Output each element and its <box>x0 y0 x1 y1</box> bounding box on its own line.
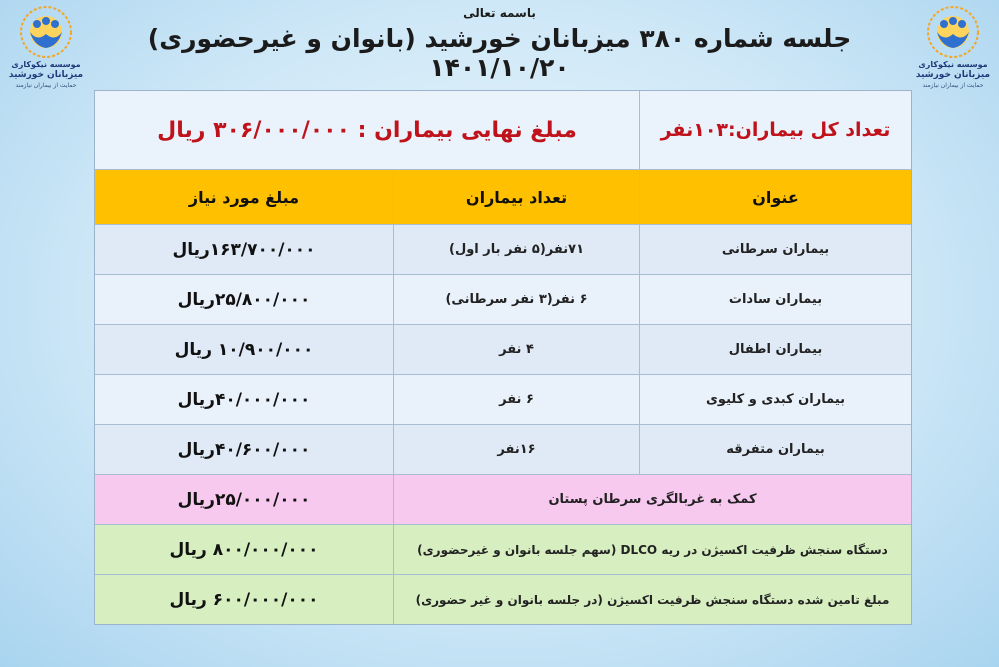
extra-label: مبلغ تامین شده دستگاه سنجش ظرفیت اکسیژن (در جلسه بانوان و غیر حضوری) <box>393 575 911 624</box>
sun-people-logo-icon <box>18 6 74 60</box>
logo-line1: موسسه نیکوکاری <box>918 60 988 69</box>
col-title: عنوان <box>639 170 911 224</box>
extra-label: دستگاه سنجش ظرفیت اکسیژن در ریه DLCO (سهم جلسه بانوان و غیرحضوری) <box>393 525 911 574</box>
row-amount: ۲۵/۸۰۰/۰۰۰ریال <box>177 289 311 310</box>
row-count: ۷۱نفر(۵ نفر بار اول) <box>393 225 639 274</box>
table-header <box>95 170 911 225</box>
page-header <box>120 4 879 82</box>
extra-label: کمک به غربالگری سرطان پستان <box>393 475 911 524</box>
extra-row-funded <box>95 575 911 624</box>
logo-line1: موسسه نیکوکاری <box>11 60 81 69</box>
final-amount: مبلغ نهایی بیماران : ۳۰۶/۰۰۰/۰۰۰ ریال <box>157 117 577 143</box>
row-amount: ۴۰/۰۰۰/۰۰۰ریال <box>177 389 311 410</box>
patient-count-cell <box>639 91 911 169</box>
table-row <box>95 225 911 275</box>
table-row <box>95 425 911 475</box>
logo-left <box>6 6 86 90</box>
row-count: ۶ نفر(۳ نفر سرطانی) <box>393 275 639 324</box>
col-patients: تعداد بیماران <box>393 170 639 224</box>
table-row <box>95 325 911 375</box>
logo-right <box>913 6 993 90</box>
final-amount-cell <box>95 91 639 169</box>
row-count: ۶ نفر <box>393 375 639 424</box>
basmala: باسمه تعالی <box>463 6 536 20</box>
row-name: بیماران اطفال <box>639 325 911 374</box>
extra-row-dlco <box>95 525 911 575</box>
table-row <box>95 275 911 325</box>
logo-line2: میزبانان خورشید <box>8 70 84 80</box>
table-row <box>95 375 911 425</box>
row-name: بیماران سرطانی <box>639 225 911 274</box>
extra-amount: ۸۰۰/۰۰۰/۰۰۰ ریال <box>169 539 319 560</box>
logo-line2: میزبانان خورشید <box>915 70 991 80</box>
page-title: جلسه شماره ۳۸۰ میزبانان خورشید (بانوان و غیرحضوری) ۱۴۰۱/۱۰/۲۰ <box>147 24 852 82</box>
extra-row-screening <box>95 475 911 525</box>
row-name: بیماران متفرقه <box>639 425 911 474</box>
logo-line3: حمایت از بیماران نیازمند <box>15 82 77 89</box>
summary-row <box>95 91 911 170</box>
row-count: ۴ نفر <box>393 325 639 374</box>
row-amount: ۱۰/۹۰۰/۰۰۰ ریال <box>174 339 314 360</box>
logo-line3: حمایت از بیماران نیازمند <box>922 82 984 89</box>
row-name: بیماران کبدی و کلیوی <box>639 375 911 424</box>
extra-amount: ۲۵/۰۰۰/۰۰۰ریال <box>177 489 311 510</box>
row-name: بیماران سادات <box>639 275 911 324</box>
row-amount: ۴۰/۶۰۰/۰۰۰ریال <box>177 439 311 460</box>
row-amount: ۱۶۳/۷۰۰/۰۰۰ریال <box>172 239 316 260</box>
col-amount: مبلغ مورد نیاز <box>188 187 300 207</box>
row-count: ۱۶نفر <box>393 425 639 474</box>
extra-amount: ۶۰۰/۰۰۰/۰۰۰ ریال <box>169 589 319 610</box>
sun-people-logo-icon <box>925 6 981 60</box>
patient-count: تعداد کل بیماران:۱۰۳نفر <box>660 119 891 141</box>
report-table <box>94 90 912 625</box>
